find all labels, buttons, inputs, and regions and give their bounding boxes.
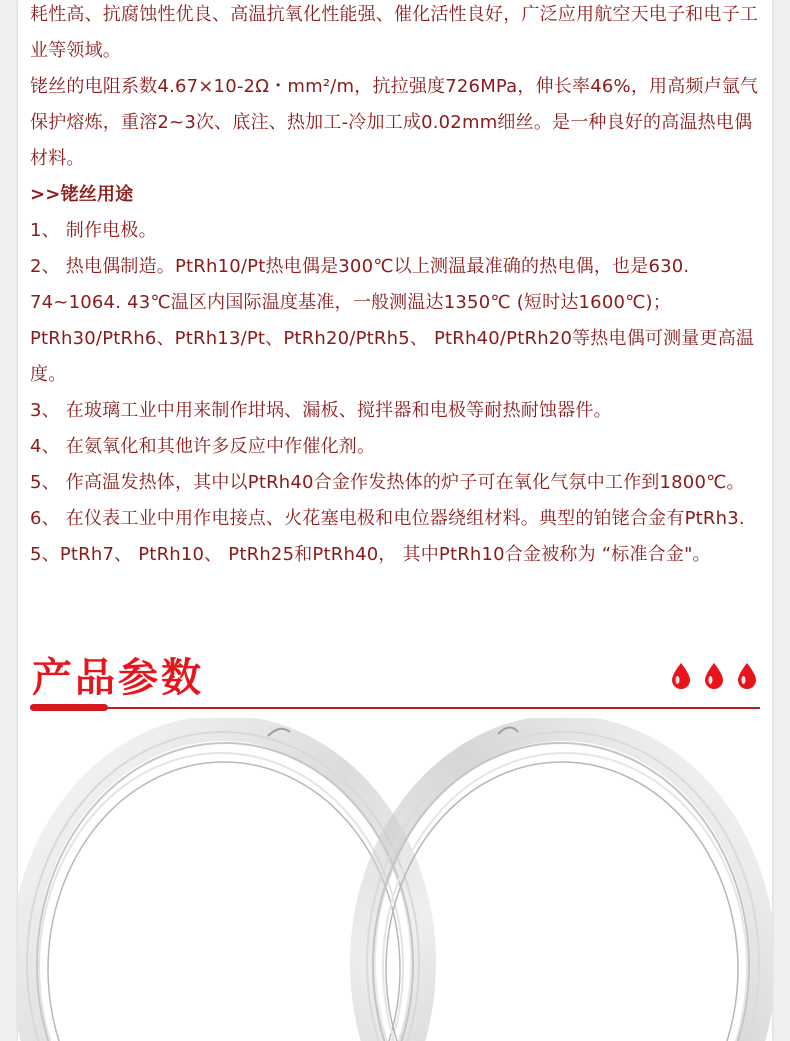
use-item-4: 4、 在氨氧化和其他许多反应中作催化剂。 (30, 436, 376, 457)
section-title: 产品参数 (32, 655, 204, 701)
description-text (30, 0, 764, 573)
droplet-icon (670, 662, 692, 690)
section-accent-bar (30, 704, 108, 711)
section-header (30, 652, 760, 714)
use-item-2: 2、 热电偶制造。PtRh10/Pt热电偶是300℃以上测温最准确的热电偶，也是630. 74~1064. 43℃温区内国际温度基准，一般测温达1350℃ (短时达1600℃)；PtRh30/PtRh6、PtRh13/Pt、PtRh20/PtRh5、 PtRh40/PtRh20等热电偶可测量更高温度。 (30, 256, 755, 385)
paragraph-properties: 耗性高、抗腐蚀性优良、高温抗氧化性能强、催化活性良好，广泛应用航空天电子和电子工业等领域。 (30, 4, 758, 61)
use-item-6: 6、 在仪表工业中用作电接点、火花塞电极和电位器绕组材料。典型的铂铑合金有PtRh3. 5、PtRh7、 PtRh10、 PtRh25和PtRh40， 其中PtRh10合金被称为 “标准合金"。 (30, 508, 745, 565)
droplet-icon (703, 662, 725, 690)
uses-heading: >>铑丝用途 (30, 184, 134, 205)
paragraph-resistivity: 铑丝的电阻系数4.67×10-2Ω・mm²/m，抗拉强度726MPa，伸长率46%，用高频卢氩气保护熔炼，重溶2~3次、底注、热加工-冷加工成0.02mm细丝。是一种良好的高温热电偶材料。 (30, 76, 759, 169)
section-divider (30, 707, 760, 709)
wire-coils-illustration (18, 718, 772, 1041)
use-item-1: 1、 制作电极。 (30, 220, 157, 241)
use-item-5: 5、 作高温发热体，其中以PtRh40合金作发热体的炉子可在氧化气氛中工作到1800℃。 (30, 472, 745, 493)
product-detail-page (18, 0, 772, 1041)
droplet-icon (736, 662, 758, 690)
use-item-3: 3、 在玻璃工业中用来制作坩埚、漏板、搅拌器和电极等耐热耐蚀器件。 (30, 400, 612, 421)
rhodium-wire-coils-photo (18, 718, 772, 1041)
red-droplets-icon (664, 662, 758, 692)
